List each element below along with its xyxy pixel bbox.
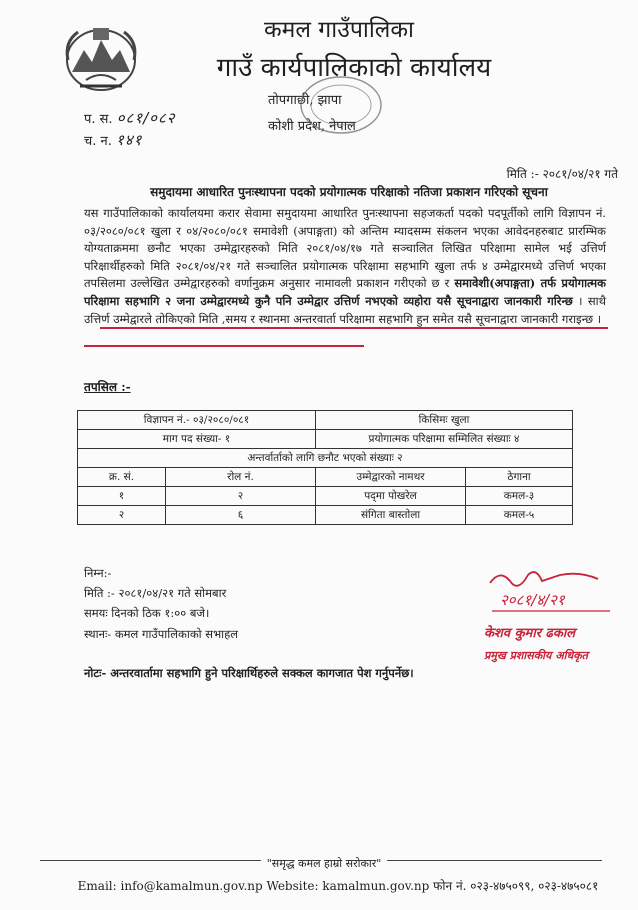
highlight-underline-1: [100, 327, 608, 329]
notice-date: मिति :- २०८१/०४/२१ गते: [506, 167, 618, 181]
ps-value: ०८१/०८२: [116, 109, 176, 127]
signatory-name: केशव कुमार ढकाल: [484, 626, 576, 641]
invitation-label: निम्न:-: [84, 566, 112, 580]
signature-date: २०८१/४/२१: [500, 591, 565, 609]
results-table: [77, 410, 573, 525]
notice-subject: समुदायमा आधारित पुनःस्थापना पदको प्रयोगात्मक परिक्षाको नतिजा प्रकाशन गरिएको सूचना: [150, 185, 548, 199]
office-location: तोपगाछी, झापा: [268, 93, 342, 108]
table-row: [78, 430, 573, 449]
type-cell: किसिमः खुला: [316, 411, 573, 430]
office-province: कोशी प्रदेश, नेपाल: [268, 119, 356, 134]
body-outro: । साथै उत्तिर्ण उम्मेद्वारले तोकिएको मिति ,समय र स्थानमा अन्तरवार्ता परिक्षामा सहभागि हुन समेत यसै सूचनाद्वारा जानकारी गराइन्छ ।: [84, 293, 606, 326]
row1-name: पद्‌मा पोखरेल: [316, 487, 466, 506]
office-name: गाउँ कार्यपालिकाको कार्यालय: [216, 53, 492, 83]
row2-name: संगिता बास्तोला: [316, 506, 466, 525]
header-roll: रोल नं.: [166, 468, 316, 487]
table-row: [78, 506, 573, 525]
demand-cell: माग पद संख्या- १: [78, 430, 316, 449]
municipality-name: कमल गाउँपालिका: [263, 17, 415, 43]
row1-address: कमल-३: [466, 487, 573, 506]
note-text: नोटः- अन्तरवार्तामा सहभागि हुने परिक्षार्थिहरुले सक्कल कागजात पेश गर्नुपर्नेछ।: [84, 666, 414, 680]
body-highlight: समावेशी(अपाङ्गता) तर्फ प्रयोगात्मक परिक्षामा सहभागि २ जना उम्मेद्वारमध्ये कुनै पनि उम्मेद्वार उत्तिर्ण नभएको व्यहोरा यसै सूचनाद्वारा जानकारी गरिन्छ: [84, 276, 606, 308]
table-row: [78, 449, 573, 468]
row2-address: कमल-५: [466, 506, 573, 525]
invitation-venue: स्थानः- कमल गाउँपालिकाको सभाहल: [84, 627, 239, 641]
tapsil-label: तपसिल :-: [84, 380, 131, 394]
notice-body: [84, 205, 606, 328]
invitation-date: मिति :- २०८१/०४/२१ गते सोमबार: [84, 586, 227, 600]
participants-cell: प्रयोगात्मक परिक्षामा सम्मिलित संख्याः ४: [316, 430, 573, 449]
row2-sn: २: [78, 506, 166, 525]
signatory-title: प्रमुख प्रशासकीय अधिकृत: [484, 649, 588, 662]
row2-roll: ६: [166, 506, 316, 525]
ad-number-cell: विज्ञापन नं.- ०३/२०८०/०८१: [78, 411, 316, 430]
footer-motto: [0, 856, 638, 871]
highlight-underline-2: [84, 345, 364, 347]
shortlisted-cell: अन्तर्वार्ताको लागि छनौट भएको संख्याः २: [78, 449, 573, 468]
table-row: [78, 411, 573, 430]
row1-roll: २: [166, 487, 316, 506]
signature-icon: [470, 565, 620, 685]
reference-cn: [84, 130, 142, 150]
cn-label: च. न.: [84, 134, 112, 149]
header-address: ठेगाना: [466, 468, 573, 487]
header-name: उम्मेद्वारको नामथर: [316, 468, 466, 487]
body-intro: यस गाउँपालिकाको कार्यालयमा करार सेवामा समुदायमा आधारित पुनःस्थापना सहजकर्ता पदको पदपूर्तीको लागि विज्ञापन नं. ०३/२०८०/०८१ खुला र ०४/२०८०/०८१ समावेशी (अपाङ्गता) को अन्तिम म्यादसम्म संकलन भएका आवेदनहरुबाट प्रारम्भिक योग्यताक्रममा छनौट भएका उम्मेद्वारहरुको मिति २०८१/०४/१७ गते सञ्चालित लिखित परिक्षामा सामेल भई उत्तिर्ण परिक्षार्थीहरुको मिति २०८१/०४/२१ गते सञ्चालित प्रयोगात्मक परिक्षामा सहभागि खुला तर्फ ४ उम्मेद्वारमध्ये उत्तिर्ण भएका तपसिलमा उल्लेखित उम्मेद्वारहरुको वर्णानुक्रम अनुसार नामावली प्रकाशन गरीएको छ र: [84, 206, 606, 291]
invitation-time: समयः दिनको ठिक १:०० बजे।: [84, 606, 210, 620]
table-row: [78, 487, 573, 506]
table-header-row: [78, 468, 573, 487]
reference-ps: [84, 108, 176, 128]
header-sn: क्र. सं.: [78, 468, 166, 487]
cn-value: १४१: [116, 131, 143, 149]
footer-contact: Email: info@kamalmun.gov.np Website: kamalmun.gov.np फोन नं. ०२३-४७५०९९, ०२३-४७५०८१: [77, 879, 599, 893]
office-seal-icon: [298, 74, 384, 136]
ps-label: प. स.: [84, 112, 113, 127]
row1-sn: १: [78, 487, 166, 506]
motto-text: "समृद्ध कमल हाम्रो सरोकार": [261, 857, 388, 870]
